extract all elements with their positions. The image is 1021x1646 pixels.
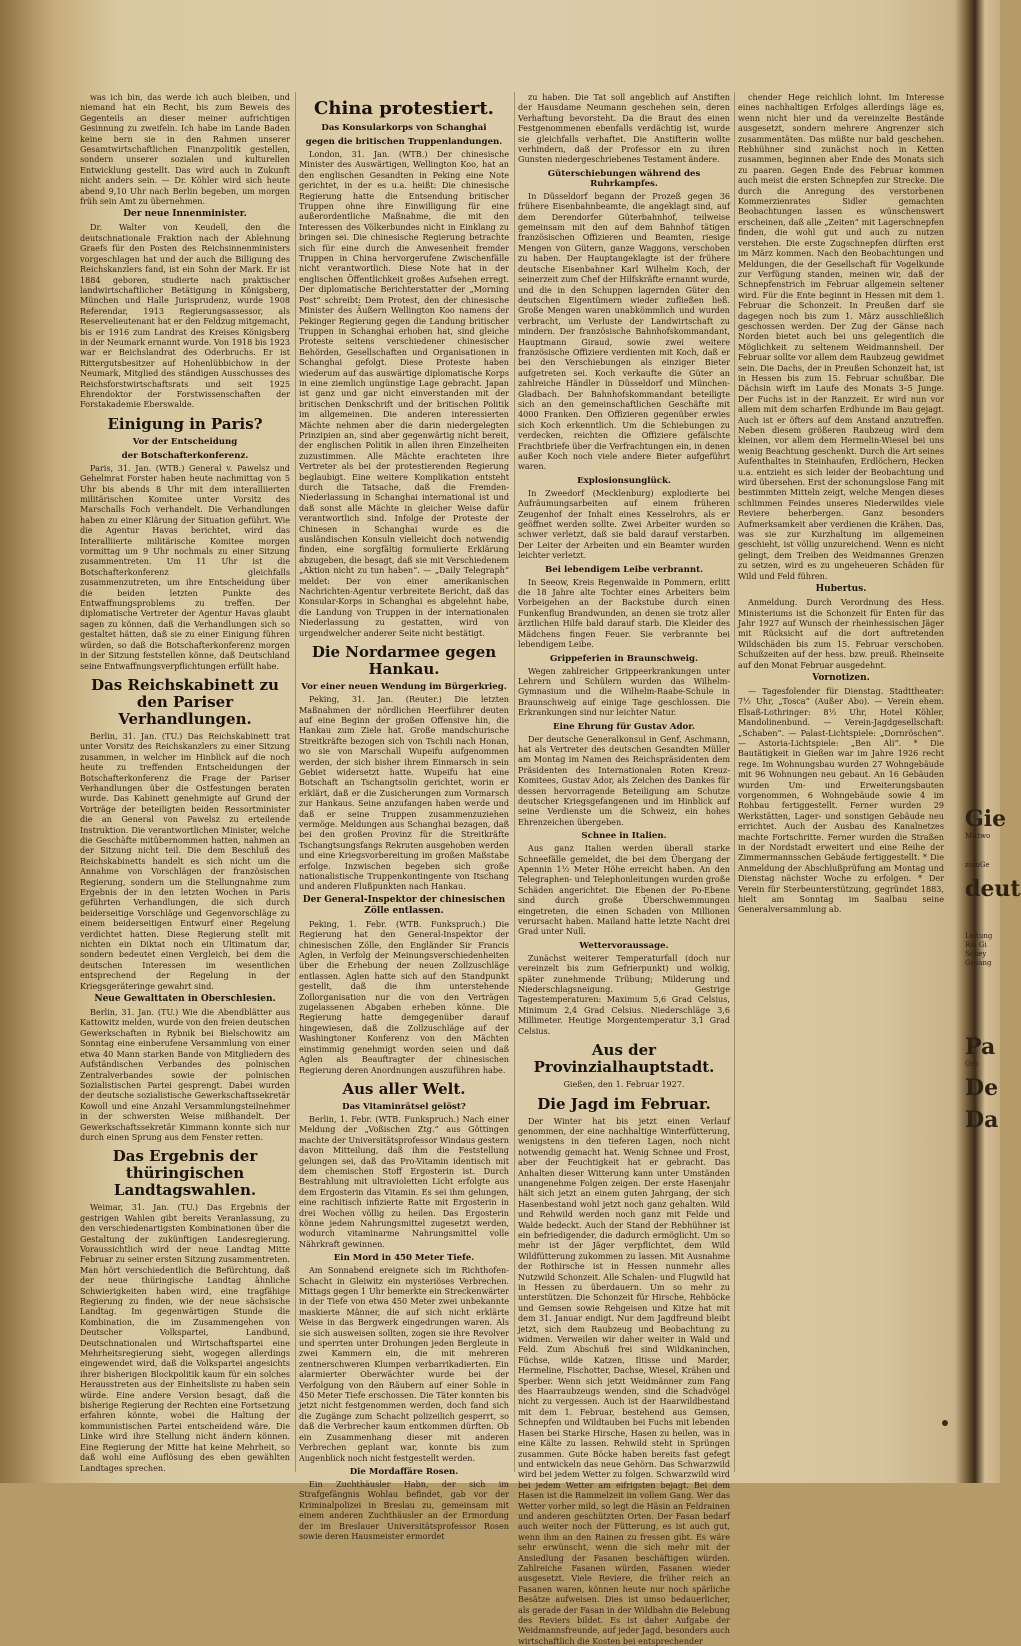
article-text: In Düsseldorf begann der Prozeß gegen 36 frühere Eisenbahnbeamte, die angeklagt sind, auf dem Derendorfer Güterbahnhof, teilweise gemeinsam mit den auf dem Bahnhof tätigen französischen Offizieren und Beamten, riesige Mengen von Gütern, ganze Waggons, verschoben zu haben. Der Hauptangeklagte ist der frühere deutsche Eisenbahner Karl Wilhelm Koch, der seinerzeit zum Chef der Hilfskräfte ernannt wurde, und die in den Schuppen lagernden Güter den deutschen Eigentümern wieder zufließen ließ. Große Mengen waren unabkömmlich und wurden verbracht, um Verluste der Landwirtschaft zu mindern. Der französische Bahnhofskommandant, Hauptmann Giraud, sowie zwei weitere französische Offiziere verdienten mit Koch, daß er bei den Verschiebungen als einziger Bieter aufgetreten sei. Koch verkaufte die Güter an zahlreiche Händler in Düsseldorf und München-Gladbach. Der Bahnhofskommandant beteiligte sich an den gemeinschaftlichen Geschäfte mit 4000 Franken. Den Offizieren gegenüber erwies sich Koch erkenntlich. Um die Schiebungen zu verdecken, reichten die Offiziere gefälschte Frachtbriefe über die Verfrachtungen ein, in denen außer Koch noch viele andere Bieter aufgeführt waren. [518, 191, 730, 472]
article-subheadline: Güterschiebungen während des Ruhrkampfes. [518, 169, 730, 189]
article-subheadline: Das Konsularkorps von Schanghai [299, 123, 509, 133]
article-text: Am Sonnabend ereignete sich im Richthofen-Schacht in Gleiwitz ein mysteriöses Verbrechen. Mittags gegen 1 Uhr bemerkte ein Streckenwärter in der Tiefe von etwa 450 Meter zwei unbekannte maskierte Männer, die auf sich nicht erklärte Weise in das Bergwerk eingedrungen waren. Als sie sich ausweisen sollten, zogen sie ihre Revolver und sperrten unter Drohungen jeden Bergleute in zwei Kammern ein, die mit mehreren zentnerschweren Klumpen verbarrikadierten. Ein alarmierter Oberwächter wurde bei der Verfolgung von den Räubern auf einer Sohle in 450 Meter Tiefe erschossen. Die Täter konnten bis jetzt nicht festgenommen werden, doch fand sich die Zugänge zum Schacht polizeilich gesperrt, so daß die Verbrecher kaum entkommen dürften. Ob ein Zusammenhang dieser mit anderen Verbrechen geplant war, konnte bis zum Augenblick noch nicht festgestellt werden. [299, 1265, 509, 1463]
article-text: Berlin, 31. Jan. (TU.) Das Reichskabinett trat unter Vorsitz des Reichskanzlers zu einer Sitzung zusammen, in welcher im Hinblick auf die noch heute zu treffenden Entscheidungen der Botschafterkonferenz die Frage der Pariser Verhandlungen über die Ostfestungen beraten wurde. Das Kabinett genehmigte auf Grund der Vorträge der beteiligten beiden Ressortminister die an General von Pawelsz zu erteilende Instruktion. Die verantwortlichen Minister, welche die Geschäfte mitübernommen hatten, nahmen an der Sitzung nicht teil. Die dem Beschluß des Reichskabinetts handelt es sich nicht um die Annahme von Vorschlägen der französischen Regierung, sondern um die Stellungnahme zum Ergebnis der in den letzten Wochen in Paris geführten Verhandlungen, die sich durch beiderseitige Vorschläge und Gegenvorschläge zu einem beiderseitigen Entwurf einer Regelung verdichtet hatten. Diese Regierung stellt mit nichten ein Diktat noch ein Ultimatum dar, sondern bedeutet einen Vergleich, bei dem die deutschen Interessen im wesentlichen entsprechend der Regelung in der Kriegsgeräteringe gewahrt sind. [80, 731, 290, 991]
article-subheadline: Schnee in Italien. [518, 831, 730, 841]
article-headline: Vornotizen. [738, 673, 944, 684]
article-text: Der Winter hat bis jetzt einen Verlauf genommen, der eine nachhaltige Winterfütterung, wenigstens in den tieferen Lagen, noch nicht notwendig gemacht hat. Wenig Schnee und Frost, aber der Feuchtigkeit hat er gebracht. Das Anhalten dieser Witterung kann unter Umständen unangenehme Folgen zeigen. Der erste Hasenjahr hält sich jetzt an einem guten Jahrgang, der sich Hasenbestand wohl jetzt noch ganz gehalten. Wild und Rehwild werden noch ganz mit Felde und Walde bedeckt. Auch der Stand der Rebhühner ist ein befriedigender, die dadurch ermöglicht. Um so mehr ist der Jäger verpflichtet, dem Wild Wildfütterung zukommen zu lassen. Mit Ausnahme der Rothirsche ist in Hessen nunmehr alles Nutzwild Schonzeit. Alle Schalen- und Flugwild hat in Hessen zu überdauern. Um so mehr zu unterstützen. Die Schonzeit für Hirsche, Rehböcke und Gemsen sowie Rehgeisen und Kitze hat mit dem 31. Januar endigt. Nur dem Jagdfreund bleibt jetzt, sich dem Raubzeug und Beobachtung zu widmen. Verweilen wir daher weiter in Wald und Feld. Zum Abschuß frei sind Wildkaninchen, Füchse, wilde Katzen, Iltisse und Marder, Hermeline, Fischotter, Dachse, Wiesel, Krähen und Sperber. Wenn sich jetzt Weidmänner zum Fang des Haarraubzeugs wenden, sind die Schadvögel nicht zu vergessen. Auch ist der Haarwildbestand mit dem 1. Februar, bestehend aus Gemsen, Schnepfen und Wildtauben bei Fuchs mit lebenden Hasen bei Starke Hirsche, Hasen zu heilen, was in eine Kälte zu lassen. Rehwild steht in Sprüngen zusammen. Gute Böcke haben bereits fast gefegt und entwickeln das neue Gehörn. Das Schwarzwild wird bei jedem Wetter zu folgen. Schwarzwild wird bei jedem Wetter am eifrigsten bejagt. Bei dem Hasen ist die Rammelzeit im vollem Gang. Wer das Wetter vorher mild, so legt die Häsin an Feldrainen und anderen geschützten Orten. Der Fasan bedarf auch weiter noch der Fütterung, es ist auch gut, wenn ihm an den Rainen zu fressen gibt. Es wäre sehr erwünscht, wenn die sich mehr mit der Ansiedlung der Fasanen beschäftigen würden. Zahlreiche Fasanen würden, Fasanen wieder ausgesetzt. Viele Reviere, die früher reich an Fasanen waren, können heute nur noch spärliche Besätze aufweisen. Dies ist umso bedauerlicher, als gerade der Fasan in der Wildbahn die Belebung des Reviers bildet. Es ist daher Aufgabe der Weidmannsfreunde, auf jeder Jagd, besonders auch wirtschaftlich die Kosten bei entsprechender [518, 1116, 730, 1646]
article-text: was ich bin, das werde ich auch bleiben, und niemand hat ein Recht, bis zum Beweis des Gegenteils an dieser meiner aufrichtigen Gesinnung zu zweifeln. Ich habe im Lande Baden keine bern sie in den Rahmen unserer Gesamtwirtschaftlichen Finanzpolitik gestellen, sondern unserer sozialen und kulturellen Entwicklung gestellt. Das wird auch in Zukunft nicht anders sein. — Dr. Köhler wird sich heute abend 9,10 Uhr nach Berlin begeben, um morgen früh sein Amt zu übernehmen. [80, 92, 290, 206]
article-text: Berlin, 1. Febr. (WTB. Funkspruch.) Nach einer Meldung der „Voßischen Ztg.“ aus Göttingen machte der Universitätsprofessor Windaus gestern davon Mitteilung, daß ihm die Feststellung gelungen sei, daß das Pro-Vitamin identisch mit dem chemischen Stoff Ergosterin ist. Durch Bestrahlung mit ultravioletten Licht erfolgte aus dem Ergosterin das Vitamin. Es sei ihm gelungen, eine rachitisch infizierte Ratte mit Ergosterin in drei Wochen völlig zu heilen. Das Ergosterin könne jedem Nahrungsmittel zugesetzt werden, wodurch vitaminarme Nahrungsmittel volle Nährkraft gewinnen. [299, 1114, 509, 1249]
article-text: Aus ganz Italien werden überall starke Schneefälle gemeldet, die bei dem Übergang der Apennin 1½ Meter Höhe erreicht haben. An den Telegraphen- und Telephonleitungen wurden große Schäden angerichtet. Die Ebenen der Po-Ebene sind durch große Überschwemmungen eingetreten, die einen Schaden von Millionen verursacht haben. Mailand hatte letzte Nacht drei Grad unter Null. [518, 843, 730, 937]
article-subheadline: Ein Mord in 450 Meter Tiefe. [299, 1253, 509, 1263]
article-text: Zunächst weiterer Temperaturfall (doch nur vereinzelt bis zum Gefrierpunkt) und wolkig, später zunehmende Trübung; Milderung und Niederschlagsneigung. Gestrige Tagestemperaturen: Maximum 5,6 Grad Celsius, Minimum 2,4 Grad Celsius. Niederschläge 3,6 Millimeter. Heutige Morgentemperatur 3,1 Grad Celsius. [518, 953, 730, 1036]
article-subheadline: der Botschafterkonferenz. [80, 451, 290, 461]
article-text: In Zweedorf (Mecklenburg) explodierte bei Aufräumungsarbeiten auf einem früheren Zeugenhof der Inhalt eines Kesselrohrs, als er geöffnet werden sollte. Zwei Arbeiter wurden so schwer verletzt, daß sie bald darauf verstarben. Der Leiter der Arbeiten und ein Beamter wurden leichter verletzt. [518, 488, 730, 561]
column-2 [299, 92, 509, 1472]
article-headline: Das Ergebnis der thüringischen Landtagswahlen. [80, 1148, 290, 1199]
strip-fragment: Ria Gi [965, 941, 1000, 950]
article-text: Ein Zuchthäusler Habn, der sich im Strafgefängnis Wohlau befindet, gab vor der Kriminalpolizei in Breslau zu, gemeinsam mit einem anderen Zuchthäusler an der Ermordung der im Breslauer Universitätsprofessor Rosen sowie deren Hausmeister ermordet [299, 1479, 509, 1541]
strip-fragment: Schey [965, 950, 1000, 959]
strip-fragment: Gesang [965, 959, 1000, 968]
adjacent-page-strip [965, 0, 1000, 1483]
section-headline: Aus der Provinzialhauptstadt. [518, 1042, 730, 1076]
article-subheadline: Das Vitaminrätsel gelöst? [299, 1102, 509, 1112]
strip-fragment: De [965, 1075, 1000, 1101]
article-subheadline: Die Mordaffäre Rosen. [299, 1467, 509, 1477]
column-rule [295, 92, 296, 1472]
strip-fragment: Leitung [965, 932, 1000, 941]
article-text: zu haben. Die Tat soll angeblich auf Anstiften der Hausdame Neumann geschehen sein, deren Verhaftung bevorsteht. Da die Braut des einen Festgenommenen ebenfalls verdächtig ist, wurde sie gleichfalls verhaftet. Die Anstifterin wollte verhindern, daß der Professor ein zu ihren Gunsten niedergeschriebenes Testament ändere. [518, 92, 730, 165]
article-text: Anmeldung. Durch Verordnung des Hess. Ministeriums ist die Schonzeit für Enten für das Jahr 1927 auf Wunsch der rheinhessischen Jäger mit Rücksicht auf die dort auftretenden Wildschäden bis zum 15. Februar verschoben. Schußzeiten auf der hess. bzw. preuß. Rheinseite auf den Monat Februar ausgedehnt. [738, 597, 944, 670]
article-subheadline: Vor der Entscheidung [80, 437, 290, 447]
article-text: Paris, 31. Jan. (WTB.) General v. Pawelsz und Gehelmrat Forster haben heute nachmittag von 5 Uhr bis abends 8 Uhr mit dem interalliierten militärischen Komitee unter Vorsitz des Marschalls Foch verhandelt. Die Verhandlungen haben zu einer Klärung der Situation geführt. Wie die Agentur Havas berichtet, wird das Interalliierte militärische Komitee morgen vormittag um 9 Uhr nochmals zu einer Sitzung zusammentreten. Um 11 Uhr ist die Botschafterkonferenz gleichfalls zusammenzutreten, um ihre Entscheidung über die beiden letzten Punkte des Entwaffnungsproblems zu treffen. Der diplomatische Vertreter der Agentur Havas glaubt sagen zu können, daß die Verhandlungen sich so gestaltet hätten, daß sie zu einer Einigung führen würden, so daß die Botschafterkonferenz morgen in der Sitzung feststellen könne, daß Deutschland seine Entwaffnungsverpflichtungen erfüllt habe. [80, 463, 290, 671]
article-headline: Hubertus. [738, 584, 944, 595]
article-headline: Neue Gewalttaten in Oberschlesien. [80, 994, 290, 1005]
article-subheadline: Wettervoraussage. [518, 941, 730, 951]
article-subheadline: Vor einer neuen Wendung im Bürgerkrieg. [299, 682, 509, 692]
article-subheadline: Bei lebendigem Leibe verbrannt. [518, 565, 730, 575]
article-headline: China protestiert. [299, 98, 509, 119]
column-rule [514, 92, 515, 1472]
column-1 [80, 92, 290, 1472]
article-text: Wegen zahlreicher Grippeerkrankungen unter Lehrern und Schülern wurden das Wilhelm-Gymnasium und die Wilhelm-Raabe-Schule in Braunschweig auf einige Tage geschlossen. Die Erkrankungen sind nur leichter Natur. [518, 666, 730, 718]
article-headline: Das Reichskabinett zu den Pariser Verhandlungen. [80, 677, 290, 728]
strip-fragment: Da [965, 1107, 1000, 1133]
article-text: London, 31. Jan. (WTB.) Der chinesische Minister des Auswärtigen, Wellington Koo, hat an den englischen Gesandten in Peking eine Note gerichtet, in der es u.a. heißt: Die chinesische Regierung hatte die Entsendung britischer Truppen ohne ihre Einwilligung für eine außerordentliche Maßnahme, die mit den Interessen des Völkerbundes nicht in Einklang zu bringen sei. Die chinesische Regierung betrachte sich für eine durch die Anwesenheit fremder Truppen in China hervorgerufene Zwischenfälle nicht verantwortlich. Diese Note hat in der englischen Öffentlichkeit großes Aufsehen erregt. Der diplomatische Berichterstatter der „Morning Post“ schreibt: Dem Protest, den der chinesische Minister des Äußern Wellington Koo namens der Pekinger Regierung gegen die Landung britischer Truppen in Schanghai erhoben hat, sind gleiche Proteste seitens verschiedener chinesischer Behörden, Gesellschaften und Organisationen in Schanghai gefolgt. Diese Proteste haben wiederum auf das auswärtige diplomatische Korps in eine ziemlich ungünstige Lage gebracht. Japan ist ganz und gar nicht einverstanden mit der britischen Denkschrift und der britischen Politik im allgemeinen. Die anderen interessierten Mächte nehmen aber die darin niedergelegten Prinzipien an, sind aber gegenwärtig nicht bereit, der englischen Politik in allen ihren Einzelheiten zuzustimmen. Alle Mächte erachteten ihre Vertreter als bei der protestierenden Regierung beglaubigt. Eine weitere Komplikation entsteht durch die Tatsache, daß die Fremden-Niederlassung in Schanghai international ist und daß sonst alle Mächte in gleicher Weise dafür verantwortlich sind. Infolge der Proteste der Chinesen in Schanghai wurde es die ausländischen Konsuln vielleicht doch notwendig finden, eine sorgfältig formulierte Erklärung abzugeben, die besagt, daß sie mit Verschiedenem „Aktion nicht zu tun haben“. — „Daily Telegraph“ meldet: Der von einer amerikanischen Nachrichten-Agentur verbreitete Bericht, daß das Konsular-Korps in Schanghai es abgelehnt habe, die Landung von Truppen in der internationalen Niederlassung zu gestatten, wird von urgendwelcher anderer Seite nicht bestätigt. [299, 149, 509, 638]
newspaper-page [52, 92, 957, 1472]
article-headline: Der neue Innenminister. [80, 209, 290, 220]
strip-fragment: Gro [965, 1060, 1000, 1069]
article-headline: Einigung in Paris? [80, 416, 290, 433]
article-headline: Die Nordarmee gegen Hankau. [299, 644, 509, 678]
article-text: Dr. Walter von Keudell, den die deutschnationale Fraktion nach der Ablehnung Graefs für den Posten des Reichsinnenministers vorgeschlagen hat und der auch die Billigung des Reichskanzlers fand, ist ein Sohn der Mark. Er ist 1884 geboren, studierte nach praktischer landwirtschaftlicher Betätigung in Königsberg, München und Halle Jurisprudenz, wurde 1908 Referendar, 1913 Regierungsassessor, als Reservelieutenant hat er den Feldzug mitgemacht, bis er 1916 zum Landrat des Kreises Königsberg in der Neumark ernannt wurde. Von 1918 bis 1923 war er Beichslandrat des Oderbruchs. Er ist Rittergutsbesitzer auf Hohenlübbichow in der Neumark, Mitglied des ständigen Ausschusses des Reichsforstwirtschaftsrats und seit 1925 Ehrendoktor der Forstwissenschaften der Forstakademie Eberswalde. [80, 222, 290, 409]
article-text: In Seeow, Kreis Regenwalde in Pommern, erlitt die 18 Jahre alte Tochter eines Arbeiters beim Vorbeigehen an der Backstube durch einen Funkenflug Brandwunden, an denen sie trotz aller ärztlichen Hilfe bald darauf starb. Die Kleider des Mädchens fingen Feuer. Sie verbrannte bei lebendigem Leibe. [518, 577, 730, 650]
article-subheadline: gegen die britischen Truppenlandungen. [299, 137, 509, 147]
article-subheadline: Eine Ehrung für Gustav Ador. [518, 722, 730, 732]
strip-fragment: Gie [965, 806, 1000, 832]
strip-fragment: Mittwo [965, 832, 1000, 841]
article-text: Weimar, 31. Jan. (TU.) Das Ergebnis der gestrigen Wahlen gibt bereits Veranlassung, zu den verschiedenartigsten Kombinationen über die Gestaltung der zukünftigen Landesregierung. Voraussichtlich wird der neue Landtag Mitte Februar zu seiner ersten Sitzung zusammentreten. Man hört verschiedentlich die Befürchtung, daß der neue thüringische Landtag ähnliche Schwierigkeiten haben wird, eine tragfähige Regierung zu finden, wie der neue sächsische Landtag. Im gegenwärtigen Stunde die Kombination, die im Zusammengehen von Deutscher Volkspartei, Landbund, Deutschnationalen und Wirtschaftspartei eine Mehrheitsregierung sieht, wogegen allerdings eingewendet wird, daß die Volkspartei angesichts ihrer bisherigen Blockpolitik kaum für ein solches Herausstreten aus der Einheitsliste zu haben sein würde. Eine andere Version besagt, daß die bisherige Regierung der Rechten eine Fortsetzung erfahren könnte, wobei die Haltung der kommunistischen Partei entscheidend wäre. Die Linke wird ihre Stellung nicht ändern können. Eine Regierung der Mitte hat keine Mehrheit, so daß wohl eine Auflösung des eben gewählten Landtages sprechen. [80, 1202, 290, 1473]
article-subheadline: Explosionsunglück. [518, 476, 730, 486]
article-text: Berlin, 31. Jan. (TU.) Wie die Abendblätter aus Kattowitz melden, wurde von den freien deutschen Gewerkschaften in Rybnik bei Bielschowitz am Sonntag eine einberufene Versammlung von einer etwa 40 Mann starken Bande von Mitgliedern des Aufständischen Verbandes des polnischen Zentralverbandes sowie der polnischen Sozialistischen Partei gesprengt. Dabei wurden der deutsche sozialistische Gewerkschaftssekretär Kowoll und eine Anzahl Versammlungsteilnehmer in der schwersten Weise mißhandelt. Der Gewerkschaftssekretär Kimmann konnte sich nur durch einen Sprung aus dem Fenster retten. [80, 1007, 290, 1142]
article-text: Peking, 1. Febr. (WTB. Funkspruch.) Die Regierung hat den General-Inspektor der chinesischen Zölle, den Engländer Sir Francis Aglen, in Verfolg der Meinungsverschiedenheiten über die Erhebung der neuen Zollzuschläge entlassen. Aglen hatte sich auf den Standpunkt gestellt, daß die ihm unterstehende Zollorganisation nur die von den Verträgen zugelassenen Abgaben erheben könne. Die Regierung hatte demgegenüber darauf hingewiesen, daß die Zollzuschläge auf der Washingtoner Konferenz von den Mächten einstimmig genehmigt worden seien und daß Aglen als Beauftragter der chinesischen Regierung deren Anordnungen auszuführen habe. [299, 919, 509, 1075]
strip-fragment: Pa [965, 1034, 1000, 1060]
strip-fragment: deut [965, 876, 1000, 902]
article-subheadline: Grippeferien in Braunschweig. [518, 654, 730, 664]
article-text: Der deutsche Generalkonsul in Genf, Aschmann, hat als Vertreter des deutschen Gesandten Müller am Montag im Namen des Reichspräsidenten dem Präsidenten des Internationalen Roten Kreuz-Komitees, Gustav Ador, als Zeichen des Dankes für dessen hervorragende Beteiligung am Schutze deutscher Kriegsgefangenen und im Hinblick auf seine Verdienste um die Schweiz, ein hohes Ehrenzeichen übergeben. [518, 734, 730, 828]
article-headline: Der General-Inspektor der chinesischen Zölle entlassen. [299, 895, 509, 917]
binding-hole [942, 1420, 948, 1426]
strip-fragment: zumGe [965, 861, 1000, 870]
column-3 [518, 92, 730, 1472]
article-headline: Die Jagd im Februar. [518, 1096, 730, 1113]
column-rule [734, 92, 735, 1472]
dateline: Gießen, den 1. Februar 1927. [518, 1079, 730, 1089]
column-4 [738, 92, 944, 1472]
article-text: — Tagesfolender für Dienstag. Stadttheater: 7½ Uhr, „Tosca“ (Außer Abo). — Verein ehem. Elsaß-Lothringer: 8½ Uhr, Hotel Köhler, Mandolinenbund. — Verein-Jagdgesellschaft: „Schaben“. — Palast-Lichtspiele: „Dornröschen“. — Astoria-Lichtspiele: „Ben Ali“. * Die Bautätigkeit in Gießen war im Jahre 1926 recht rege. Im Wohnungsbau wurden 27 Wohngebäude mit 96 Wohnungen neu gebaut. An 16 Gebäuden wurden Um- und Erweiterungsbauten vorgenommen, 6 Wohngebäude sowie 4 im Rohbau fertiggestellt. Ferner wurden 29 Werkstätten, Lager- und sonstigen Gebäude neu errichtet. Auch der Ausbau des Kanalnetzes machte Fortschritte. Ferner wurden die Straßen in der Nordstadt erweitert und eine Reihe der Zimmermannsschen Gebäude fertiggestellt. * Die Anmeldung der Abschlußprüfung am Montag und Dienstag nächster Woche zu erfolgen. * Der Verein für Sterbeunterstützung, gegründet 1883, hielt am Sonntag im Saalbau seine Generalversammlung ab. [738, 686, 944, 915]
article-headline: Aus aller Welt. [299, 1081, 509, 1098]
article-text: chender Hege reichlich lohnt. Im Interesse eines nachhaltigen Erfolges allerdings läge es, wenn nicht hier und da vereinzelte Bestände ausgesetzt, sondern mehrere Angrenzer sich zusammentäten. Das müßte nur bald geschehen. Rebhühner sind zunächst noch in Ketten zusammen, beginnen aber Ende des Monats sich zu paaren. Gegen Ende des Februar kommen auch meist die ersten Schnepfen zur Strecke. Die durch die Anregung des verstorbenen Kommerzienrates Sidler gemachten Beobachtungen lassen es wünschenswert erscheinen, daß alle „Zeiten“ mit Lagerschnepfen finden, die wohl gut und auch zu nutzen verstehen. Die erste Zugschnepfen dürften erst im März kommen. Nach den Beobachtungen und Meldungen, die der Gesellschaft für Vogelkunde zur Verfügung standen, meinen wir, daß der Schnepfenstrich im Februar allgemein seltener wird. Für die Ente beginnt in Hessen mit dem 1. Februar die Schonzeit. In Preußen darf sie dagegen noch bis zum 1. März ausschließlich geschossen werden. Der Zug der Gänse nach Norden bietet auch bei uns gelegentlich die Möglichkeit zu seltenem Weidmannsheil. Der Februar sollte vor allem dem Raubzeug gewidmet sein. Die Dachs, der in Preußen Schonzeit hat, ist in Hessen bis zum 15. Februar schußbar. Die Dächsin wirft im Laufe des Monats 3–5 Junge. Der Fuchs ist in der Ranzzeit. Er wird nun vor allem mit dem scharfen Erdhunde im Bau gejagt. Auch ist er öfters auf dem Anstand anzutreffen. Neben diesem größeren Raubzeug wird dem kleinen, vor allem dem Hermelin-Wiesel bei uns wenig Beachtung geschenkt. Durch die Art seines Aufenthaltes in Steinhaufen, Erdlöchern, Hecken u.a. entzieht es sich leider der Beobachtung und wird übersehen. Erst der schonungslose Fang mit bestimmten Mitteln zeigt, welche Mengen dieses schlimmen Feindes unseres Niederwildes viele Reviere beherbergen. Ganz besonders Aufmerksamkeit aber verdienen die Krähen. Das, was sie zur Kurzhaltung im allgemeinen geschieht, ist völlig unzureichend. Wenn es nicht gelingt, dem Treiben des Weidmannes Grenzen zu setzen, wird es zu ungeheueren Schäden für Wild und Feld führen. [738, 92, 944, 581]
article-text: Peking, 31. Jan. (Reuter.) Die letzten Maßnahmen der nördlichen Heerführer deuten auf eine Beginn der großen Offensive hin, die Hankau zum Ziele hat. Große mandschurische Streitkräfte bezogen sich von Tschili nach Honan, wo sie von Marschall Wupeifu aufgenommen werden, der sich bisher ihrem Einmarsch in sein Gebiet widersetzt hatte. Wupeifu hat eine Botschaft an Tschangtsolin gerichtet, worin er erklärt, daß er die Zusicherungen zum Vormarsch zur Hankaus. Seine anzufangen haben werde und daß er seine Truppen zusammenzuziehen vermöge. Meldungen aus Schanghai bezagen, daß bei den großen Provinz für die Streitkräfte Tschangtsungsfangs Rekruten ausgehoben werden und eine Kriegsvorbereitung im großen Maßstabe erfolge. Inzwischen begeben sich große nationalistische Truppenkontingente von Itschang und anderen Flußpunkten nach Hankau. [299, 694, 509, 892]
